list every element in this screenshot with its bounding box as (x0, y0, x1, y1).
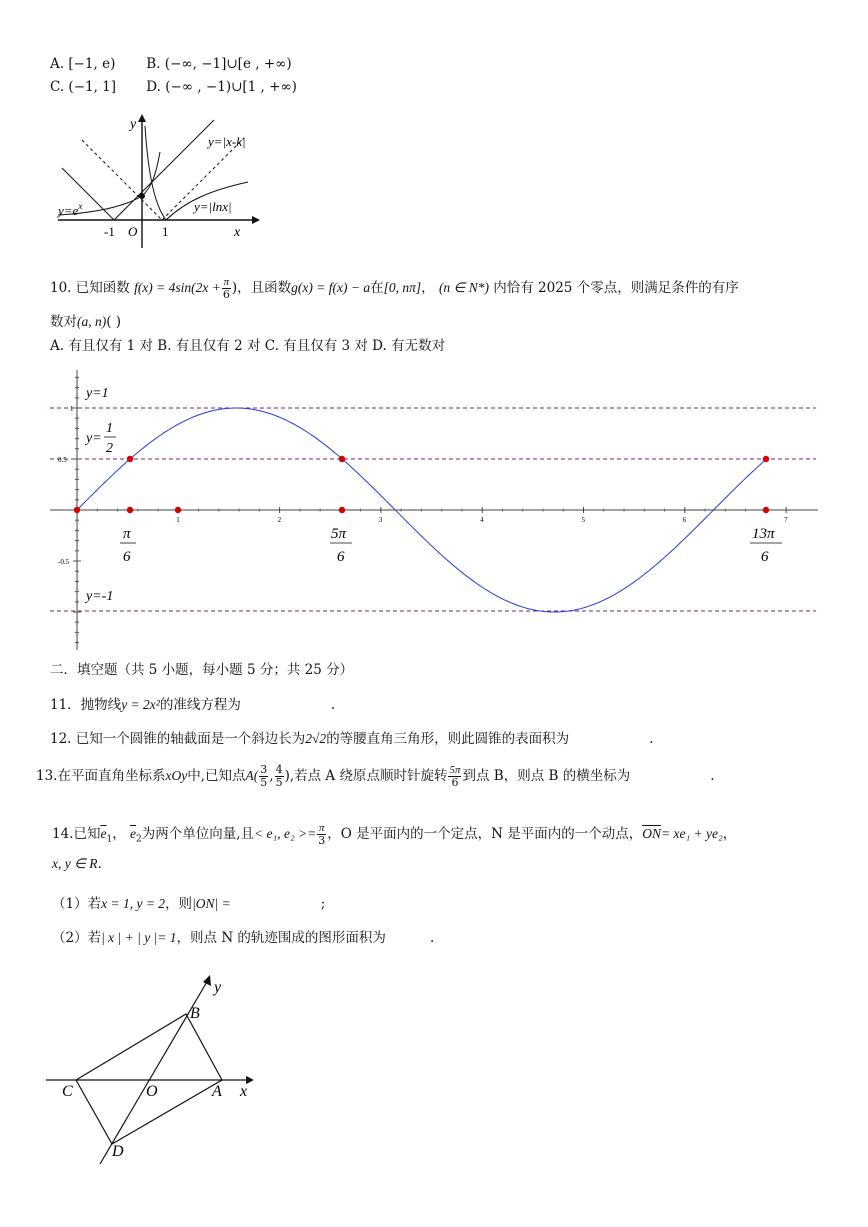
q14-part2: （2）若| x | + | y |= 1，则点 N 的轨迹围成的图形面积为 . (52, 930, 435, 946)
fig3-point-b: B (190, 1005, 200, 1022)
q10-stem-line2: 数对(a, n)( ) (50, 314, 122, 330)
fig1-label-abs-x-k: y=|x-k| (208, 134, 246, 149)
q10-pair: (a, n) (77, 314, 107, 329)
fig2-frac-pi6-den: 6 (123, 549, 131, 565)
q12: 12. 已知一个圆锥的轴截面是一个斜边长为2√2的等腰直角三角形，则此圆锥的表面积为 . (50, 731, 654, 747)
fig3-rhombus (76, 1014, 222, 1144)
fig3-y-arrow (203, 975, 211, 986)
fig2-label-yhalf-num: 1 (106, 421, 113, 436)
fig2-frac-13pi6-num: 13π (752, 526, 775, 542)
q10-frac-pi6: $\frac{\pi}{6}$ (222, 276, 230, 301)
fig1-x-arrow (252, 216, 260, 224)
q10-options: A. 有且仅有 1 对 B. 有且仅有 2 对 C. 有且仅有 3 对 D. 有无数对 (50, 338, 446, 354)
fig2-x-tick-label: 1 (176, 516, 180, 524)
fig2-x-tick-label: 4 (480, 516, 484, 524)
q10-func-g: g(x) = f(x) − a (291, 280, 371, 295)
q11: 11．抛物线y = 2x²的准线方程为 . (50, 697, 336, 713)
q9-option-d: D. (−∞ , −1)∪[1 , +∞) (146, 79, 297, 95)
q10-stem-line1: 10. 已知函数 f(x) = 4sin(2x + $\frac{\pi}{6}$ )，且函数g(x) = f(x) − a在[0, nπ]， (n ∈ N*) 内恰有 2025 个零点，则满足条件的有序 (50, 276, 739, 301)
q14-e2: $\overline{e}$ (130, 826, 137, 841)
figure-sine-graph (50, 370, 820, 652)
fig2-x-tick-label: 3 (378, 516, 383, 524)
fig1-y-label: y (130, 117, 137, 132)
q9-options-row2 (50, 79, 297, 95)
q14-stem-line2: x, y ∈ R. (52, 856, 102, 872)
q10-func-f: f(x) = 4sin(2x + (134, 280, 221, 295)
fig1-intersection-point (139, 193, 145, 199)
fig2-tick-label-neg05: -0.5 (58, 558, 70, 566)
fig3-point-a: A (212, 1083, 222, 1100)
fig2-x-tick-label: 6 (682, 516, 687, 524)
fig2-frac-5pi6-den: 6 (337, 549, 345, 565)
q14-part1: （1）若x = 1, y = 2，则|ON| = ; (52, 896, 326, 912)
fig2-point-origin (74, 507, 80, 513)
fig1-label-exp: $y=e^x$ (58, 201, 83, 218)
fig1-origin-label: O (128, 224, 138, 239)
figure-rhombus (40, 970, 270, 1170)
fig2-point-pi6-half (127, 456, 133, 462)
q13: 13.在平面直角坐标系xOy中,已知点A( $\frac{3}{5}$ , $\frac{4}{5}$ ),若点 A 绕原点顺时针旋转 $\frac{5\pi}{6}$ 到点 B，则点 B 的横坐标为 . (36, 763, 715, 789)
fig1-tick-neg1: -1 (104, 224, 115, 239)
figure-exp-ln-abs (52, 112, 262, 252)
fig2-point-13pi6-axis (763, 507, 769, 513)
fig1-x-label: x (234, 225, 241, 240)
fig3-x-arrow (246, 1076, 254, 1084)
fig2-frac-5pi6-num: 5π (331, 526, 347, 542)
fig2-tick-label-1: 1 (70, 405, 74, 413)
fig2-x-tick-label: 7 (784, 516, 788, 524)
fig2-label-y1: y=1 (86, 386, 109, 401)
q9-options-row1 (50, 56, 292, 72)
q10-interval: [0, nπ] (383, 280, 422, 295)
fig2-point-5pi6-half (339, 456, 345, 462)
fig2-label-yhalf-prefix: y= (86, 431, 102, 446)
q14-stem-line1: 14.已知$\overline{e}_1$， $\overline{e}_2$为两个单位向量,且< e₁, e₂ >= $\frac{\pi}{3}$ ，O 是平面内的一个定点，N 是平面内的一个动点，$\overline{ON}= xe_1 + ye_2$， (52, 822, 737, 847)
fig3-point-c: C (62, 1083, 73, 1100)
q11-expr: y = 2x² (121, 697, 160, 712)
q10-condition: (n ∈ N*) (438, 280, 489, 295)
fig1-tick-1: 1 (162, 224, 169, 239)
fig2-label-yneg1: y=-1 (86, 589, 114, 604)
fig3-x-label: x (240, 1083, 248, 1100)
fig1-label-abs-ln: y=|lnx| (194, 199, 232, 214)
fig2-frac-13pi6-den: 6 (761, 549, 769, 565)
fig2-point-5pi6-axis (339, 507, 345, 513)
fig2-tick-label-05: 0.5 (58, 456, 67, 464)
fig2-label-yhalf-den: 2 (106, 441, 113, 456)
section-fill-in-title: 二．填空题（共 5 小题，每小题 5 分；共 25 分） (50, 662, 354, 678)
q9-option-c: C. (−1, 1] (50, 79, 117, 95)
fig2-x-tick-label: 5 (581, 516, 585, 524)
fig2-point-1-axis (175, 507, 181, 513)
fig1-abs-left-dashed (82, 140, 162, 220)
q14-e1: $\overline{e}$ (100, 826, 107, 841)
fig3-point-d: D (112, 1143, 124, 1160)
fig2-x-tick-label: 2 (277, 516, 282, 524)
fig3-y-label: y (214, 979, 222, 996)
q9-option-b: B. (−∞, −1]∪[e , +∞) (146, 56, 292, 72)
fig3-point-o: O (146, 1083, 158, 1100)
q10-answer-paren: ( ) (106, 314, 122, 330)
q9-option-a: A. [−1, e) (50, 56, 116, 72)
fig2-frac-pi6-num: π (123, 526, 131, 542)
fig2-point-pi6-axis (127, 507, 133, 513)
q12-expr: 2√2 (305, 731, 327, 746)
fig1-y-arrow (138, 114, 146, 122)
fig2-point-13pi6-half (763, 456, 769, 462)
